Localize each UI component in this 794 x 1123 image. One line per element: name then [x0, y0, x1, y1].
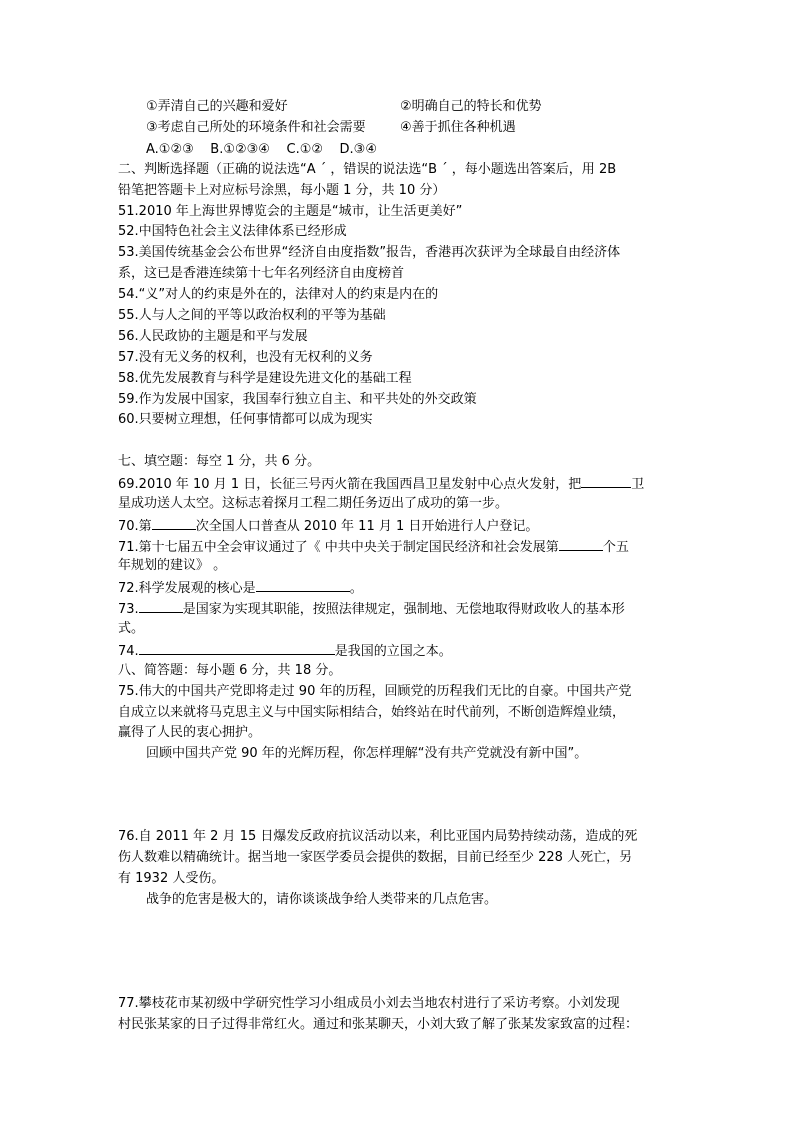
question-76-line2: 伤人数难以精确统计。据当地一家医学委员会提供的数据，目前已经至少 228 人死亡，另: [118, 850, 633, 865]
question-73-text: 73.: [118, 602, 139, 617]
question-71-line2: 年规划的建议》 。: [118, 558, 227, 573]
question-58: 58.优先发展教育与科学是建设先进文化的基础工程: [118, 371, 412, 386]
question-75-line2: 自成立以来就将马克思主义与中国实际相结合，始终站在时代前列，不断创造辉煌业绩，: [118, 705, 626, 720]
question-72-text: 72.科学发展观的核心是: [118, 581, 256, 596]
question-55: 55.人与人之间的平等以政治权利的平等为基础: [118, 308, 386, 323]
question-73-text-end: 是国家为实现其职能，按照法律规定，强制地、无偿地取得财政收人的基本形: [182, 602, 625, 617]
question-74-text-end: 是我国的立国之本。: [334, 644, 452, 659]
option-3: ③考虑自己所处的环境条件和社会需要: [146, 120, 366, 135]
question-59: 59.作为发展中国家，我国奉行独立自主、和平共处的外交政策: [118, 392, 477, 407]
question-77-line2: 村民张某家的日子过得非常红火。通过和张某聊天，小刘大致了解了张某发家致富的过程：: [118, 1017, 639, 1032]
section2-heading-line2: 铅笔把答题卡上对应标号涂黑，每小题 1 分，共 10 分）: [118, 183, 446, 198]
question-76-line3: 有 1932 人受伤。: [118, 871, 225, 886]
section8-heading: 八、简答题：每小题 6 分，共 18 分。: [118, 663, 342, 678]
question-76-prompt: 战争的危害是极大的，请你谈谈战争给人类带来的几点危害。: [146, 892, 498, 907]
question-73-line2: 式。: [118, 621, 145, 636]
question-74-text: 74.: [118, 644, 139, 659]
answer-blank-72[interactable]: [256, 577, 350, 592]
question-69-line2: 星成功送人太空。这标志着探月工程二期任务迈出了成功的第一步。: [118, 496, 509, 511]
option-1: ①弄清自己的兴趣和爱好: [146, 99, 288, 114]
question-75-line1: 75.伟大的中国共产党即将走过 90 年的历程，回顾党的历程我们无比的自豪。中国共产党: [118, 684, 632, 699]
question-75-prompt: 回顾中国共产党 90 年的光辉历程，你怎样理解“没有共产党就没有新中国”。: [146, 746, 588, 761]
question-70-text: 70.第: [118, 519, 152, 534]
question-71-line1: [118, 536, 629, 558]
answer-blank-70[interactable]: [152, 515, 196, 530]
answer-blank-73[interactable]: [139, 598, 183, 613]
question-57: 57.没有无义务的权利，也没有无权利的义务: [118, 350, 373, 365]
question-53-line1: 53.美国传统基金会公布世界“经济自由度指数”报告，香港再次获评为全球最自由经济体: [118, 245, 621, 260]
question-75-line3: 赢得了人民的衷心拥护。: [118, 725, 262, 740]
question-70-text-end: 次全国人口普查从 2010 年 11 月 1 日开始进行人户登记。: [195, 519, 539, 534]
question-73-line1: [118, 598, 625, 620]
answer-blank-69[interactable]: [581, 473, 631, 488]
answer-blank-74[interactable]: [139, 640, 335, 655]
question-60: 60.只要树立理想，任何事情都可以成为现实: [118, 412, 373, 427]
question-53-line2: 系，这已是香港连续第十七年名列经济自由度榜首: [118, 266, 405, 281]
question-71-text: 71.第十七届五中全会审议通过了《 中共中央关于制定国民经济和社会发展第: [118, 540, 559, 555]
option-2: ②明确自己的特长和优势: [400, 99, 542, 114]
question-72-text-end: 。: [349, 581, 363, 596]
question-69-text: 69.2010 年 10 月 1 日，长征三号丙火箭在我国西昌卫星发射中心点火发射，把: [118, 477, 582, 492]
question-74: [118, 640, 452, 662]
question-69-text-end: 卫: [631, 477, 645, 492]
option-4: ④善于抓住各种机遇: [400, 120, 516, 135]
question-70: [118, 515, 538, 537]
question-71-text-end: 个五: [602, 540, 629, 555]
section2-heading-line1: 二、判断选择题（正确的说法选“A ˊ ，错误的说法选“B ˊ ，每小题选出答案后，用 2B: [118, 162, 617, 177]
question-56: 56.人民政协的主题是和平与发展: [118, 329, 308, 344]
question-69-line1: [118, 473, 644, 495]
question-72: [118, 577, 363, 599]
question-54: 54.“义”对人的约束是外在的，法律对人的约束是内在的: [118, 287, 439, 302]
question-51: 51.2010 年上海世界博览会的主题是“城市，让生活更美好”: [118, 204, 463, 219]
answer-blank-71[interactable]: [559, 536, 603, 551]
answer-choices: A.①②③ B.①②③④ C.①② D.③④: [146, 142, 377, 157]
section7-heading: 七、填空题：每空 1 分，共 6 分。: [118, 454, 321, 469]
question-76-line1: 76.自 2011 年 2 月 15 日爆发反政府抗议活动以来，利比亚国内局势持续动荡，造成的死: [118, 829, 638, 844]
question-77-line1: 77.攀枝花市某初级中学研究性学习小组成员小刘去当地农村进行了采访考察。小刘发现: [118, 996, 620, 1011]
question-52: 52.中国特色社会主义法律体系已经形成: [118, 224, 347, 239]
